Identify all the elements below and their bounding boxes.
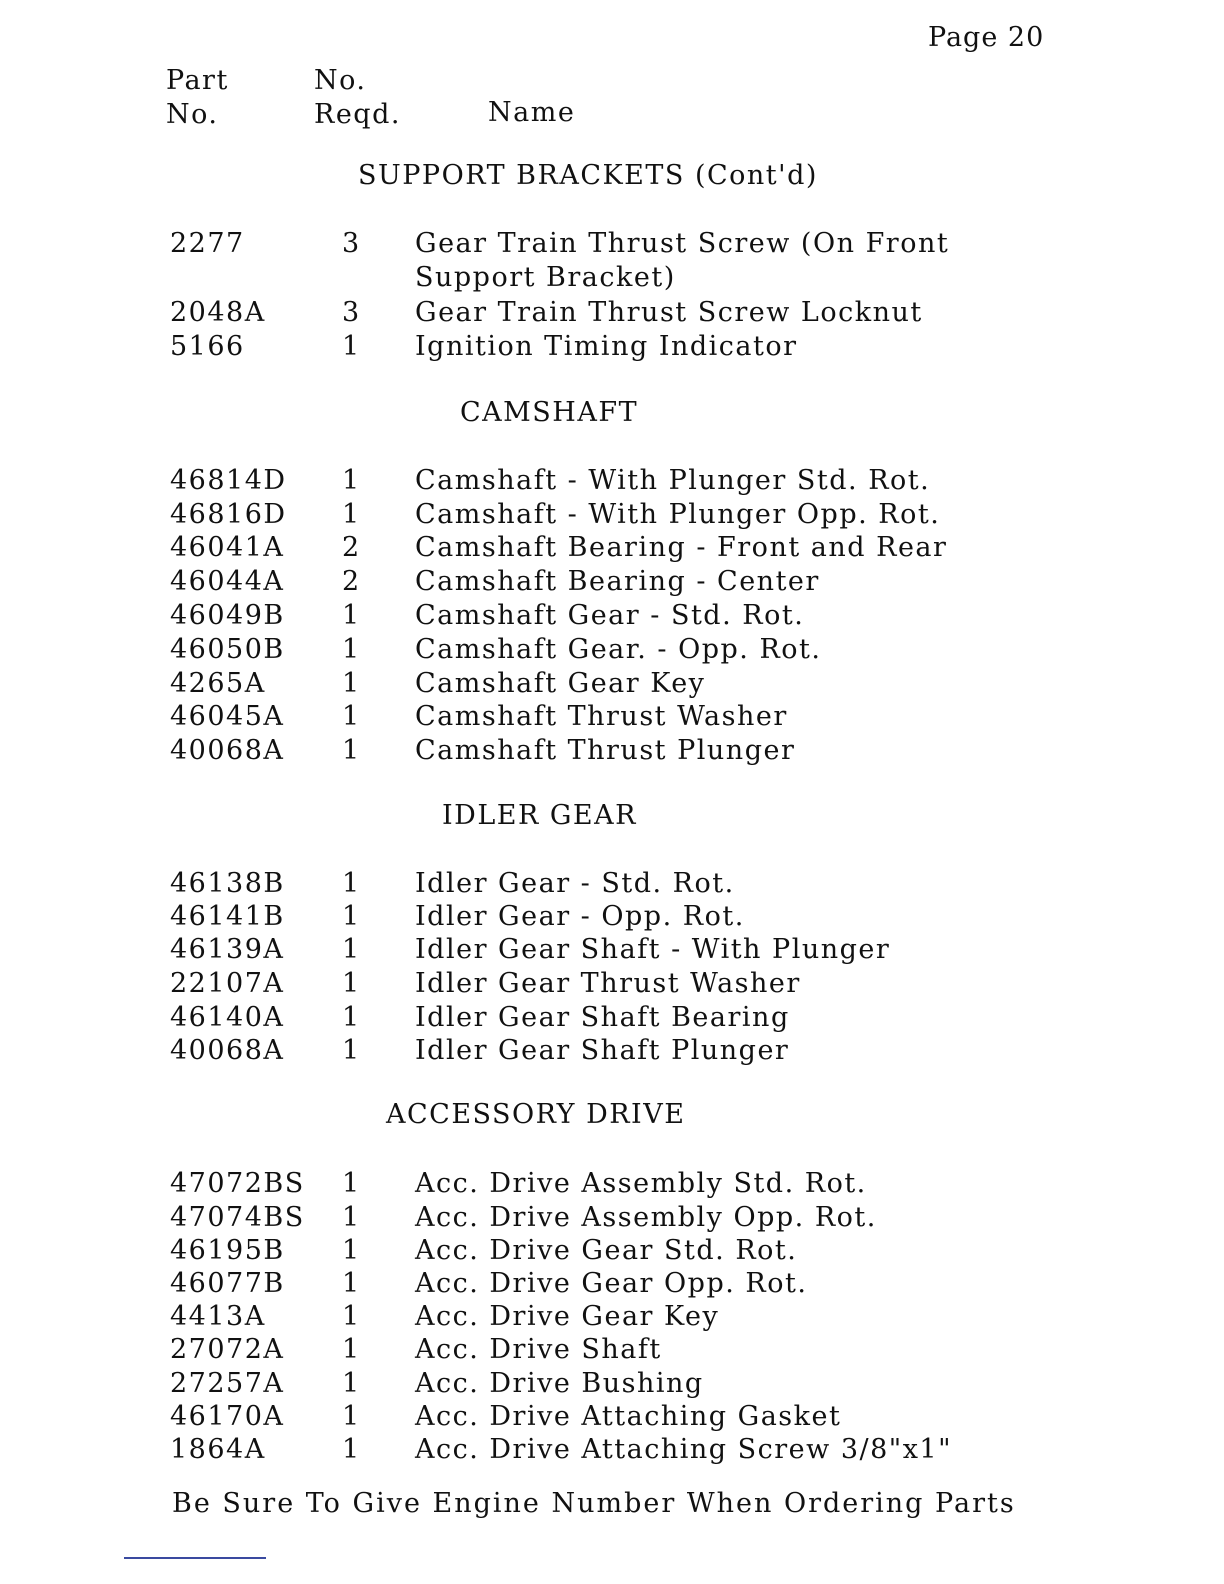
part-number: 46045A — [170, 701, 285, 732]
quantity: 1 — [342, 1434, 361, 1465]
column-header-qty — [314, 64, 401, 132]
table-row — [170, 735, 1050, 769]
table-row — [170, 600, 1050, 634]
table-row — [170, 1368, 1050, 1402]
quantity: 1 — [342, 901, 361, 932]
section-title-idler-gear: IDLER GEAR — [442, 800, 637, 831]
part-number: 46814D — [170, 465, 287, 496]
table-row — [170, 297, 1050, 331]
part-number: 46170A — [170, 1401, 285, 1432]
page-number: Page 20 — [928, 22, 1045, 53]
quantity: 1 — [342, 1168, 361, 1199]
quantity: 2 — [342, 566, 361, 597]
table-row — [170, 566, 1050, 600]
part-name: Acc. Drive Assembly Std. Rot. — [415, 1168, 867, 1199]
part-number: 46049B — [170, 600, 285, 631]
column-header-part-line1: Part — [166, 65, 229, 96]
part-number: 4265A — [170, 668, 266, 699]
part-number: 46138B — [170, 868, 285, 899]
part-name: Camshaft Bearing - Front and Rear — [415, 532, 948, 563]
table-row — [170, 1035, 1050, 1069]
part-name-continuation: Support Bracket) — [415, 262, 676, 293]
quantity: 1 — [342, 600, 361, 631]
table-row — [170, 901, 1050, 935]
part-name: Gear Train Thrust Screw (On Front — [415, 228, 950, 259]
quantity: 1 — [342, 1035, 361, 1066]
part-number: 40068A — [170, 1035, 285, 1066]
quantity: 1 — [342, 465, 361, 496]
table-row — [170, 331, 1050, 365]
part-number: 27072A — [170, 1334, 285, 1365]
quantity: 1 — [342, 868, 361, 899]
part-number: 5166 — [170, 331, 245, 362]
part-number: 46077B — [170, 1268, 285, 1299]
part-number: 1864A — [170, 1434, 266, 1465]
part-number: 46044A — [170, 566, 285, 597]
part-number: 47072BS — [170, 1168, 305, 1199]
table-row — [170, 1268, 1050, 1302]
quantity: 1 — [342, 1268, 361, 1299]
part-name: Idler Gear - Std. Rot. — [415, 868, 735, 899]
quantity: 1 — [342, 668, 361, 699]
table-row — [170, 532, 1050, 566]
bottom-rule — [124, 1557, 266, 1559]
part-name: Camshaft - With Plunger Opp. Rot. — [415, 499, 941, 530]
table-row — [170, 701, 1050, 735]
part-number: 2048A — [170, 297, 266, 328]
section-title-accessory-drive: ACCESSORY DRIVE — [386, 1099, 686, 1130]
part-name: Acc. Drive Attaching Screw 3/8"x1" — [415, 1434, 953, 1465]
column-header-part-line2: No. — [166, 99, 219, 130]
table-row — [170, 465, 1050, 499]
part-number: 27257A — [170, 1368, 285, 1399]
part-number: 46141B — [170, 901, 285, 932]
part-number: 46139A — [170, 934, 285, 965]
part-name: Acc. Drive Attaching Gasket — [415, 1401, 842, 1432]
part-name: Camshaft Gear Key — [415, 668, 706, 699]
table-row — [170, 968, 1050, 1002]
part-name: Acc. Drive Gear Opp. Rot. — [415, 1268, 808, 1299]
column-header-part — [166, 64, 229, 132]
part-name: Idler Gear Thrust Washer — [415, 968, 801, 999]
table-row — [170, 1334, 1050, 1368]
quantity: 3 — [342, 297, 361, 328]
quantity: 1 — [342, 1301, 361, 1332]
column-header-name: Name — [488, 97, 576, 128]
part-name: Acc. Drive Gear Std. Rot. — [415, 1235, 798, 1266]
part-name: Acc. Drive Shaft — [415, 1334, 662, 1365]
column-header-qty-line2: Reqd. — [314, 99, 401, 130]
table-row — [170, 1168, 1050, 1202]
column-header-qty-line1: No. — [314, 65, 367, 96]
table-row — [170, 1235, 1050, 1269]
part-name: Idler Gear - Opp. Rot. — [415, 901, 745, 932]
table-row — [170, 1202, 1050, 1236]
part-number: 40068A — [170, 735, 285, 766]
part-name: Idler Gear Shaft - With Plunger — [415, 934, 891, 965]
table-row — [170, 228, 1050, 262]
part-name: Camshaft Thrust Washer — [415, 701, 788, 732]
quantity: 1 — [342, 701, 361, 732]
quantity: 1 — [342, 1002, 361, 1033]
part-number: 46816D — [170, 499, 287, 530]
part-number: 47074BS — [170, 1202, 305, 1233]
quantity: 1 — [342, 934, 361, 965]
quantity: 1 — [342, 735, 361, 766]
part-number: 22107A — [170, 968, 285, 999]
part-name: Camshaft - With Plunger Std. Rot. — [415, 465, 931, 496]
quantity: 1 — [342, 634, 361, 665]
part-name: Idler Gear Shaft Plunger — [415, 1035, 790, 1066]
quantity: 1 — [342, 968, 361, 999]
part-number: 2277 — [170, 228, 245, 259]
quantity: 3 — [342, 228, 361, 259]
quantity: 1 — [342, 1368, 361, 1399]
part-number: 46050B — [170, 634, 285, 665]
part-name: Camshaft Gear - Std. Rot. — [415, 600, 805, 631]
table-row — [170, 868, 1050, 902]
quantity: 2 — [342, 532, 361, 563]
part-number: 46041A — [170, 532, 285, 563]
table-row — [170, 1002, 1050, 1036]
quantity: 1 — [342, 1202, 361, 1233]
part-name: Acc. Drive Assembly Opp. Rot. — [415, 1202, 877, 1233]
table-row — [170, 668, 1050, 702]
table-row — [170, 1434, 1050, 1468]
part-name: Camshaft Bearing - Center — [415, 566, 820, 597]
part-name: Camshaft Gear. - Opp. Rot. — [415, 634, 822, 665]
quantity: 1 — [342, 499, 361, 530]
quantity: 1 — [342, 1235, 361, 1266]
section-title-camshaft: CAMSHAFT — [460, 397, 639, 428]
part-number: 46195B — [170, 1235, 285, 1266]
part-name: Camshaft Thrust Plunger — [415, 735, 796, 766]
section-title-support-brackets: SUPPORT BRACKETS (Cont'd) — [358, 160, 818, 191]
part-name: Ignition Timing Indicator — [415, 331, 798, 362]
table-row — [170, 1301, 1050, 1335]
part-name: Gear Train Thrust Screw Locknut — [415, 297, 923, 328]
quantity: 1 — [342, 1401, 361, 1432]
table-row — [170, 634, 1050, 668]
part-name: Idler Gear Shaft Bearing — [415, 1002, 790, 1033]
part-number: 4413A — [170, 1301, 266, 1332]
part-name: Acc. Drive Gear Key — [415, 1301, 720, 1332]
table-row — [170, 1401, 1050, 1435]
quantity: 1 — [342, 1334, 361, 1365]
part-name: Acc. Drive Bushing — [415, 1368, 704, 1399]
table-row — [170, 499, 1050, 533]
part-number: 46140A — [170, 1002, 285, 1033]
footer-note: Be Sure To Give Engine Number When Ordering Parts — [172, 1488, 1016, 1519]
quantity: 1 — [342, 331, 361, 362]
table-row — [170, 934, 1050, 968]
